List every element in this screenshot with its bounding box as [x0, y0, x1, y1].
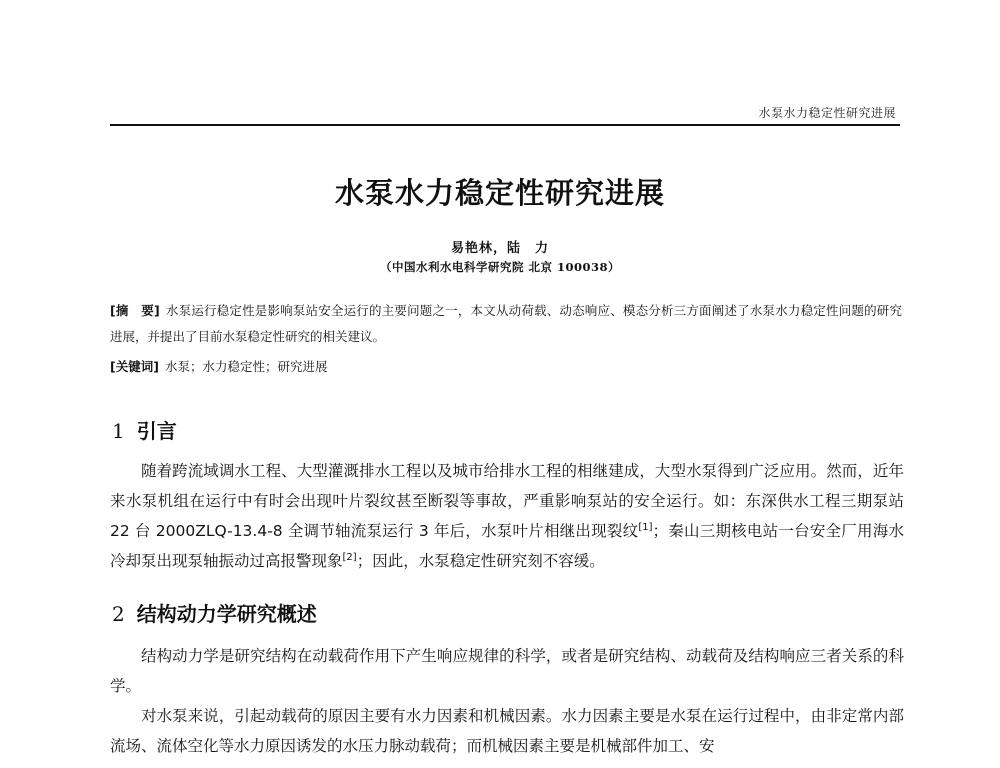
paragraph-structural-dynamics: 结构动力学是研究结构在动载荷作用下产生响应规律的科学，或者是研究结构、动载荷及结构响应三者关系的科学。 — [110, 647, 904, 695]
section-number: 2 — [112, 602, 125, 626]
paragraph-text: 随着跨流域调水工程、大型灌溉排水工程以及城市给排水工程的相继建成，大型水泵得到广泛应用。然而，近年来水泵机组在运行中有时会出现叶片裂纹甚至断裂等事故，严重影响泵站的安全运行。如：东深供水工程三期泵站 22 台 2000ZLQ-13.4-8 全调节轴流泵运行 3 年后，水泵叶片相继出现裂纹 — [110, 462, 904, 540]
citation-1: [1] — [638, 521, 653, 533]
paper-title: 水泵水力稳定性研究进展 — [334, 176, 665, 210]
citation-2: [2] — [342, 551, 357, 563]
section-heading-1 — [112, 415, 177, 444]
abstract-label: [摘 要] — [110, 303, 160, 318]
authors: 易艳林，陆 力 — [450, 241, 549, 256]
section-title: 结构动力学研究概述 — [136, 602, 317, 626]
paragraph-intro — [110, 456, 904, 576]
header-rule — [110, 124, 900, 126]
section-heading-2 — [112, 598, 317, 627]
abstract-text: 水泵运行稳定性是影响泵站安全运行的主要问题之一，本文从动荷载、动态响应、模态分析三方面阐述了水泵水力稳定性问题的研究进展，并提出了目前水泵稳定性研究的相关建议。 — [110, 303, 902, 344]
abstract — [110, 298, 902, 350]
paragraph-text: ；因此，水泵稳定性研究刻不容缓。 — [356, 552, 605, 570]
section-title: 引言 — [136, 419, 177, 443]
running-header: 水泵水力稳定性研究进展 — [758, 106, 896, 120]
paragraph-text: ；秦山三期核电站一台安全厂用海水冷却泵出现泵轴振动过高报警现象 — [110, 522, 904, 570]
affiliation: （中国水利水电科学研究院 北京 100038） — [379, 260, 621, 274]
paragraph-dynamic-loads: 对水泵来说，引起动载荷的原因主要有水力因素和机械因素。水力因素主要是水泵在运行过程中，由非定常内部流场、流体空化等水力原因诱发的水压力脉动载荷；而机械因素主要是机械部件加工、安 — [110, 707, 904, 755]
keywords-text: 水泵；水力稳定性；研究进展 — [164, 359, 328, 374]
keywords-label: [关键词] — [110, 359, 159, 374]
section-number: 1 — [112, 419, 125, 443]
keywords — [110, 356, 902, 378]
